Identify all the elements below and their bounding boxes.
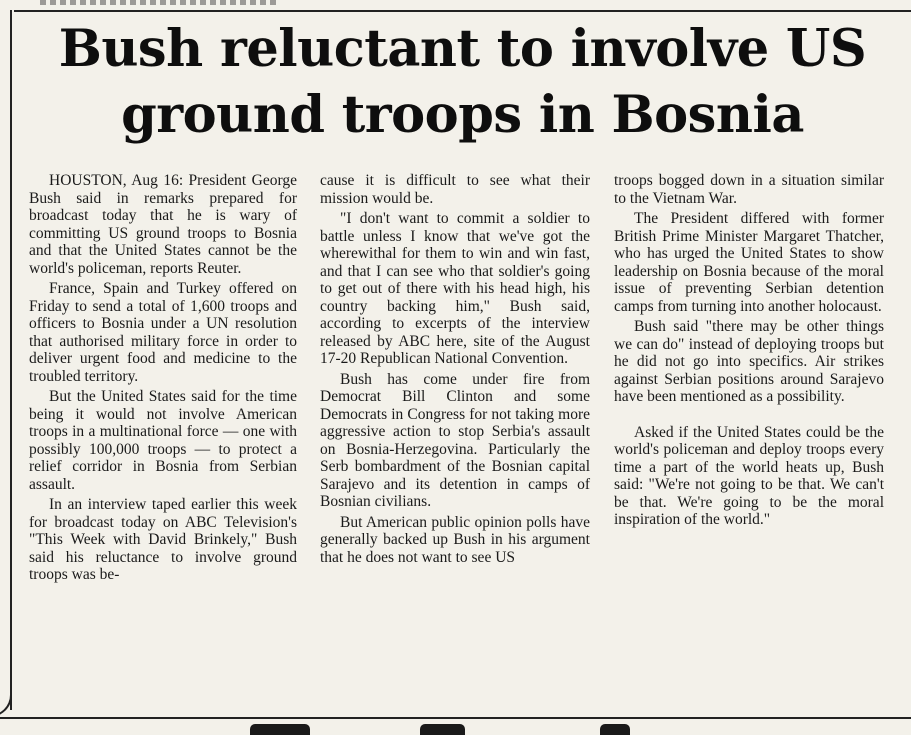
bottom-border-rule [0,717,911,719]
article-column-3 [614,172,884,532]
article-column-1 [29,172,297,587]
paragraph: cause it is difficult to see what their mission would be. [320,172,590,207]
paragraph: "I don't want to commit a soldier to battle unless I know that we've got the wherewithal for them to win and win fast, and that I can see who that soldier's going to get out of there with his head high, his country backing him," Bush said, according to excerpts of the interview released by ABC here, site of the August 17-20 Republican National Convention. [320,210,590,367]
paragraph: HOUSTON, Aug 16: President George Bush said in remarks prepared for broadcast today that he is wary of committing US ground troops to Bosnia and that the United States cannot be the world's policeman, reports Reuter. [29,172,297,277]
next-article-fragment [250,724,310,735]
next-article-fragment [600,724,630,735]
left-border-rule [10,10,12,710]
torn-top-edge [40,0,280,5]
paragraph: France, Spain and Turkey offered on Friday to send a total of 1,600 troops and officers to Bosnia under a UN resolution that authorised military force in order to deliver urgent food and medicine to the troubled territory. [29,280,297,385]
top-border-rule [14,10,911,12]
headline [14,16,911,148]
paragraph: Bush said "there may be other things we can do" instead of deploying troops but he did not go into specifics. Air strikes against Serbian positions around Sarajevo have been mentioned as a possibility. [614,318,884,405]
next-article-fragment [420,724,465,735]
paragraph: In an interview taped earlier this week for broadcast today on ABC Television's "This Week with David Brinkely," Bush said his reluctance to involve ground troops was be- [29,496,297,583]
paragraph: But the United States said for the time being it would not involve American troops in a multinational force — one with possibly 100,000 troops — to protect a relief corridor in Bosnia from Serbian assault. [29,388,297,493]
paragraph: Asked if the United States could be the world's policeman and deploy troops every time a part of the world heats up, Bush said: "We're not going to be that. We can't be that. We're going to be the moral inspiration of the world." [614,423,884,528]
paragraph: Bush has come under fire from Democrat Bill Clinton and some Democrats in Congress for not taking more aggressive action to stop Serbia's assault on Bosnia-Herzegovina. Particularly the Serb bombardment of the Bosnian capital Sarajevo and its detention in camps of Bosnian civilians. [320,370,590,510]
headline-line-1: Bush reluctant to involve US [58,19,867,79]
paragraph: But American public opinion polls have generally backed up Bush in his argument that he does not want to see US [320,513,590,566]
paragraph: The President differed with former British Prime Minister Margaret Thatcher, who has urged the United States to show leadership on Bosnia because of the moral issue of preventing Serbian detention camps from turning into another holocaust. [614,210,884,315]
article-column-2 [320,172,590,569]
paragraph: troops bogged down in a situation similar to the Vietnam War. [614,172,884,207]
headline-line-2: ground troops in Bosnia [121,85,804,145]
